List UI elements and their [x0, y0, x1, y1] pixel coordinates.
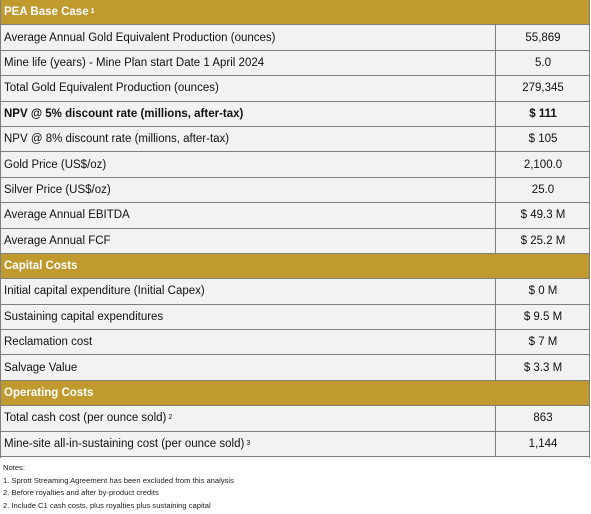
row-label: Total cash cost (per ounce sold) 2	[0, 406, 496, 430]
table-row	[0, 25, 590, 50]
row-value: $ 105	[528, 133, 558, 146]
row-label: Salvage Value	[0, 355, 496, 379]
section-header-pea	[0, 0, 590, 25]
table-row	[0, 51, 590, 76]
row-value: 279,345	[522, 82, 564, 95]
section-title: Capital Costs	[4, 260, 78, 273]
row-value: $ 7 M	[528, 336, 558, 349]
section-title-text: PEA Base Case	[4, 6, 89, 19]
table-row	[0, 229, 590, 254]
table-row	[0, 355, 590, 380]
row-label: Silver Price (US$/oz)	[0, 178, 496, 202]
section-title: Operating Costs	[4, 387, 94, 400]
note-item: 2. Include C1 cash costs, plus royalties plus sustaining capital	[3, 500, 211, 510]
section-title: PEA Base Case 1	[4, 6, 95, 19]
table-row	[0, 305, 590, 330]
row-value: 25.0	[531, 183, 555, 196]
row-label: Total Gold Equivalent Production (ounces)	[0, 76, 496, 100]
row-label: NPV @ 8% discount rate (millions, after-tax)	[0, 127, 496, 151]
row-value: 55,869	[525, 31, 561, 44]
table-row	[0, 178, 590, 203]
row-label: Reclamation cost	[0, 330, 496, 354]
row-label-text: Total cash cost (per ounce sold)	[4, 412, 167, 425]
row-label: Average Annual EBITDA	[0, 203, 496, 227]
row-value: $ 25.2 M	[520, 234, 566, 247]
table-row-highlight	[0, 102, 590, 127]
note-item: 2. Before royalties and after by-product credits	[3, 488, 159, 498]
table-row	[0, 432, 590, 457]
notes-heading: Notes:	[3, 463, 25, 472]
row-label: Average Annual Gold Equivalent Production (ounces)	[0, 25, 496, 49]
table-row	[0, 279, 590, 304]
row-value: 2,100.0	[523, 158, 563, 171]
row-label: Sustaining capital expenditures	[0, 305, 496, 329]
section-header-operating	[0, 381, 590, 406]
row-value: $ 0 M	[528, 285, 558, 298]
table-row	[0, 330, 590, 355]
row-label: Mine life (years) - Mine Plan start Date 1 April 2024	[0, 51, 496, 75]
row-label: Initial capital expenditure (Initial Capex)	[0, 279, 496, 303]
row-value: 863	[533, 412, 553, 425]
note-item: 1. Sprott Streaming Agreement has been excluded from this analysis	[3, 475, 234, 485]
row-label: Mine-site all-in-sustaining cost (per ounce sold) 3	[0, 432, 496, 456]
table-row	[0, 203, 590, 228]
row-value: 1,144	[528, 437, 558, 450]
row-value: $ 3.3 M	[523, 361, 563, 374]
table-row	[0, 127, 590, 152]
row-label: Average Annual FCF	[0, 229, 496, 253]
table-row	[0, 76, 590, 101]
row-label-text: Mine-site all-in-sustaining cost (per ounce sold)	[4, 437, 245, 450]
row-value: $ 49.3 M	[520, 209, 566, 222]
notes	[3, 462, 234, 512]
table-row	[0, 406, 590, 431]
row-value: $ 9.5 M	[523, 310, 563, 323]
section-header-capital	[0, 254, 590, 279]
row-label: Gold Price (US$/oz)	[0, 152, 496, 176]
row-value: 5.0	[535, 56, 551, 69]
row-label: NPV @ 5% discount rate (millions, after-tax)	[0, 102, 496, 126]
table-row	[0, 152, 590, 177]
row-value: $ 111	[529, 107, 557, 120]
